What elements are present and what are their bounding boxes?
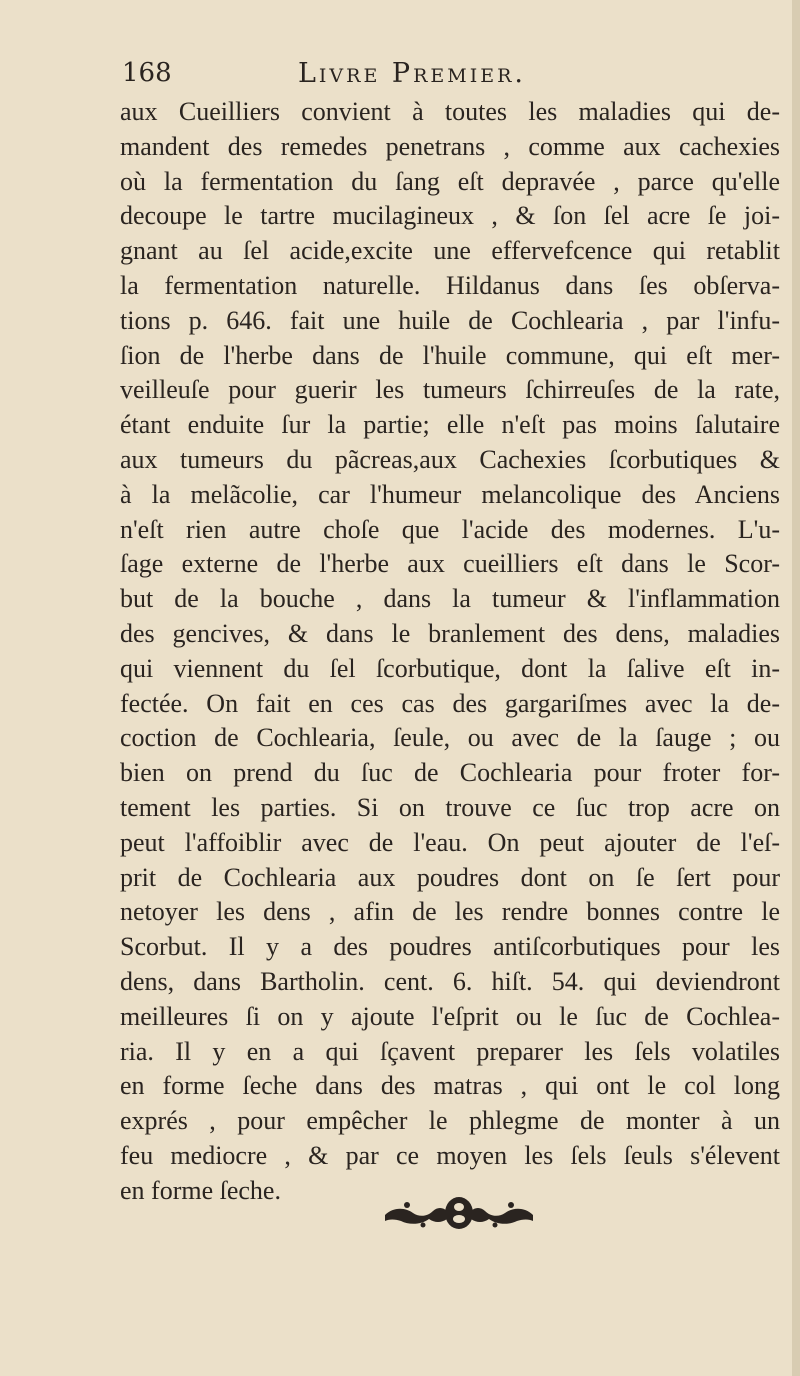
- text-line: des gencives, & dans le branlement des dens, maladies: [120, 618, 780, 648]
- text-line: decoupe le tartre mucilagineux , & ſon ſel acre ſe joi-: [120, 201, 780, 231]
- text-line: en forme ſeche dans des matras , qui ont le col long: [120, 1071, 780, 1101]
- text-line: coction de Cochlearia, ſeule, ou avec de la ſauge ; ou: [120, 723, 780, 753]
- text-line: n'eſt rien autre choſe que l'acide des modernes. L'u-: [120, 514, 780, 544]
- text-line: Scorbut. Il y a des poudres antiſcorbutiques pour les: [120, 932, 780, 962]
- text-line: exprés , pour empêcher le phlegme de monter à un: [120, 1106, 780, 1136]
- text-line: veilleuſe pour guerir les tumeurs ſchirreuſes de la rate,: [120, 375, 780, 405]
- text-line: la fermentation naturelle. Hildanus dans ſes obſerva-: [120, 270, 780, 300]
- text-line: aux Cueilliers convient à toutes les maladies qui de-: [120, 97, 780, 126]
- page-edge: [792, 0, 800, 1376]
- text-line: mandent des remedes penetrans , comme aux cachexies: [120, 131, 780, 161]
- text-line: ſage externe de l'herbe aux cueilliers eſt dans le Scor-: [120, 549, 780, 579]
- text-line: dens, dans Bartholin. cent. 6. hiſt. 54. qui deviendront: [120, 966, 780, 996]
- text-line: bien on prend du ſuc de Cochlearia pour froter for-: [120, 758, 780, 788]
- text-line: fectée. On fait en ces cas des gargariſmes avec la de-: [120, 688, 780, 718]
- text-line: où la fermentation du ſang eſt depravée , parce qu'elle: [120, 166, 780, 196]
- text-line: tions p. 646. fait une huile de Cochlearia , par l'infu-: [120, 305, 780, 335]
- text-line: étant enduite ſur la partie; elle n'eſt pas moins ſalutaire: [120, 410, 780, 440]
- text-line: ria. Il y en a qui ſçavent preparer les ſels volatiles: [120, 1036, 780, 1066]
- text-line: gnant au ſel acide,excite une effervefcence qui retablit: [120, 236, 780, 266]
- text-line: ſion de l'herbe dans de l'huile commune, qui eſt mer-: [120, 340, 780, 370]
- page-header: [120, 58, 770, 98]
- text-line: aux tumeurs du pãcreas,aux Cachexies ſcorbutiques &: [120, 444, 780, 474]
- text-line: prit de Cochlearia aux poudres dont on ſe ſert pour: [120, 862, 780, 892]
- running-head: Livre Premier.: [298, 58, 526, 89]
- text-line: tement les parties. Si on trouve ce ſuc trop acre on: [120, 792, 780, 822]
- text-line: feu mediocre , & par ce moyen les ſels ſeuls s'élevent: [120, 1140, 780, 1170]
- text-line: peut l'affoiblir avec de l'eau. On peut ajouter de l'eſ-: [120, 827, 780, 857]
- printers-ornament-icon: [383, 1193, 535, 1233]
- body-text: [120, 95, 780, 1209]
- text-line: but de la bouche , dans la tumeur & l'inflammation: [120, 584, 780, 614]
- text-line: meilleures ſi on y ajoute l'eſprit ou le ſuc de Cochlea-: [120, 1001, 780, 1031]
- text-line: à la melãcolie, car l'humeur melancolique des Anciens: [120, 479, 780, 509]
- text-line: en forme ſeche.: [120, 1175, 281, 1205]
- page-number: 168: [122, 58, 172, 88]
- text-line: qui viennent du ſel ſcorbutique, dont la ſalive eſt in-: [120, 653, 780, 683]
- text-line: netoyer les dens , afin de les rendre bonnes contre le: [120, 897, 780, 927]
